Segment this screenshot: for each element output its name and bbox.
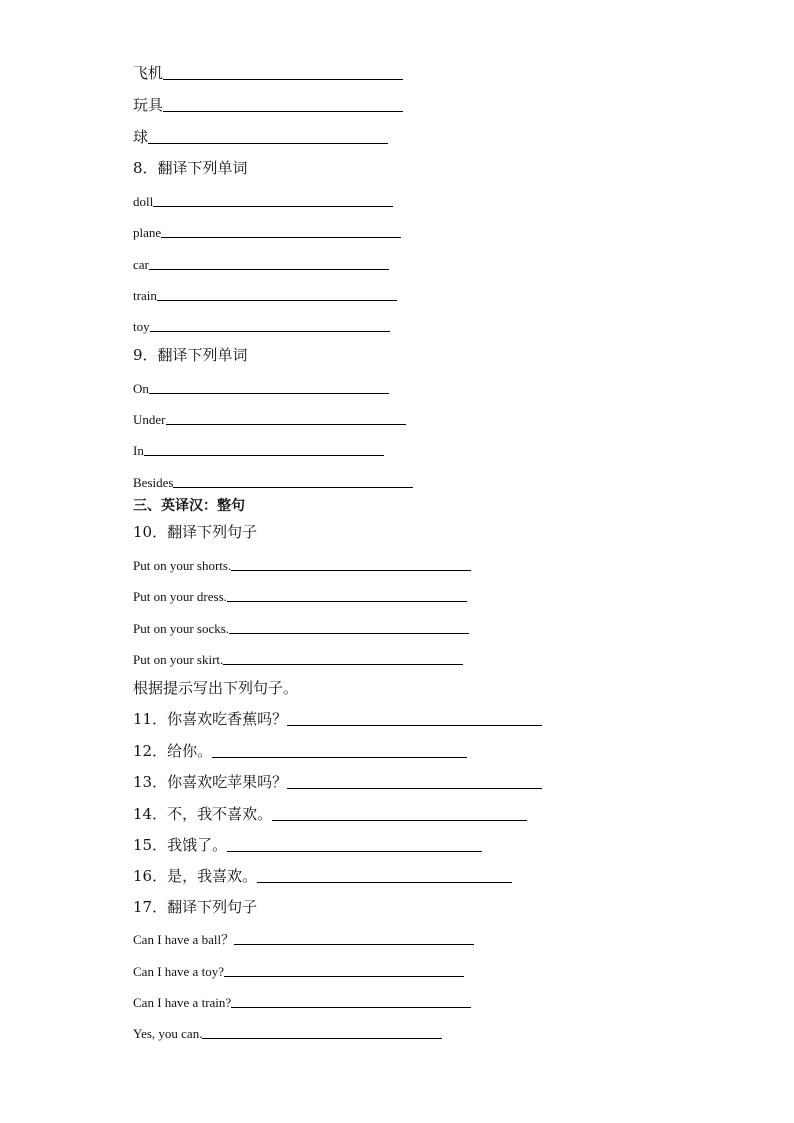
line-11 <box>133 382 389 395</box>
item-label: Put on your socks. <box>133 621 230 636</box>
answer-blank[interactable] <box>202 1037 442 1039</box>
line-32 <box>133 1027 442 1040</box>
line-17 <box>133 559 471 572</box>
item-label: 13．你喜欢吃苹果吗？ <box>133 773 288 791</box>
heading-label: 9．翻译下列单词 <box>133 346 248 364</box>
line-27 <box>133 869 512 884</box>
item-label: Besides <box>133 475 174 490</box>
line-7 <box>133 258 389 271</box>
heading-label: 10．翻译下列句子 <box>133 523 258 541</box>
instruction-text <box>133 681 298 696</box>
line-8 <box>133 289 397 302</box>
line-26 <box>133 838 482 853</box>
line-23 <box>133 744 467 759</box>
item-label: 16．是，我喜欢。 <box>133 867 258 885</box>
item-label: 玩具 <box>133 96 164 114</box>
answer-blank[interactable] <box>149 392 389 394</box>
answer-blank[interactable] <box>157 299 397 301</box>
item-label: 飞机 <box>133 64 164 82</box>
answer-blank[interactable] <box>212 756 467 758</box>
answer-blank[interactable] <box>153 205 393 207</box>
line-5 <box>133 195 393 208</box>
line-31 <box>133 996 471 1009</box>
answer-blank[interactable] <box>163 110 403 112</box>
line-3 <box>133 130 388 145</box>
answer-blank[interactable] <box>227 850 482 852</box>
item-label: train <box>133 288 157 303</box>
answer-blank[interactable] <box>257 881 512 883</box>
line-22 <box>133 712 542 727</box>
heading-label: 8．翻译下列单词 <box>133 159 248 177</box>
answer-blank[interactable] <box>229 632 469 634</box>
item-label: On <box>133 381 149 396</box>
item-label: Can I have a ball？ <box>133 932 235 947</box>
answer-blank[interactable] <box>173 486 413 488</box>
question-heading <box>133 161 248 176</box>
item-label: Under <box>133 412 166 427</box>
item-label: 14．不，我不喜欢。 <box>133 805 273 823</box>
line-9 <box>133 320 390 333</box>
item-label: plane <box>133 225 162 240</box>
item-label: 11．你喜欢吃香蕉吗？ <box>133 710 288 728</box>
item-label: Put on your shorts. <box>133 558 232 573</box>
answer-blank[interactable] <box>223 663 463 665</box>
question-heading <box>133 900 257 915</box>
item-label: 球 <box>133 128 149 146</box>
answer-blank[interactable] <box>272 819 527 821</box>
item-label: toy <box>133 319 150 334</box>
answer-blank[interactable] <box>144 454 384 456</box>
line-19 <box>133 622 469 635</box>
item-label: Can I have a toy? <box>133 964 224 979</box>
line-13 <box>133 444 384 457</box>
item-label: car <box>133 257 149 272</box>
item-label: Can I have a train? <box>133 995 232 1010</box>
line-24 <box>133 775 542 790</box>
instruction-label: 根据提示写出下列句子。 <box>133 679 299 697</box>
item-label: Put on your dress. <box>133 589 227 604</box>
answer-blank[interactable] <box>163 78 403 80</box>
line-1 <box>133 66 403 81</box>
answer-blank[interactable] <box>161 236 401 238</box>
item-label: Yes, you can. <box>133 1026 203 1041</box>
line-14 <box>133 476 413 489</box>
answer-blank[interactable] <box>224 975 464 977</box>
answer-blank[interactable] <box>150 330 390 332</box>
item-label: doll <box>133 194 154 209</box>
line-18 <box>133 590 467 603</box>
item-label: 12．给你。 <box>133 742 213 760</box>
answer-blank[interactable] <box>148 142 388 144</box>
line-6 <box>133 226 401 239</box>
question-heading <box>133 348 248 363</box>
section-label: 三、英译汉：整句 <box>133 498 245 514</box>
question-heading <box>133 525 257 540</box>
answer-blank[interactable] <box>287 724 542 726</box>
line-30 <box>133 965 464 978</box>
line-20 <box>133 653 463 666</box>
answer-blank[interactable] <box>231 569 471 571</box>
answer-blank[interactable] <box>287 787 542 789</box>
item-label: 15．我饿了。 <box>133 836 228 854</box>
line-25 <box>133 807 527 822</box>
item-label: In <box>133 443 144 458</box>
line-2 <box>133 98 403 113</box>
answer-blank[interactable] <box>149 268 389 270</box>
answer-blank[interactable] <box>227 600 467 602</box>
answer-blank[interactable] <box>231 1006 471 1008</box>
answer-blank[interactable] <box>166 423 406 425</box>
item-label: Put on your skirt. <box>133 652 224 667</box>
heading-label: 17．翻译下列句子 <box>133 898 258 916</box>
section-heading <box>133 499 245 513</box>
line-12 <box>133 413 406 426</box>
line-29 <box>133 933 474 946</box>
answer-blank[interactable] <box>234 943 474 945</box>
